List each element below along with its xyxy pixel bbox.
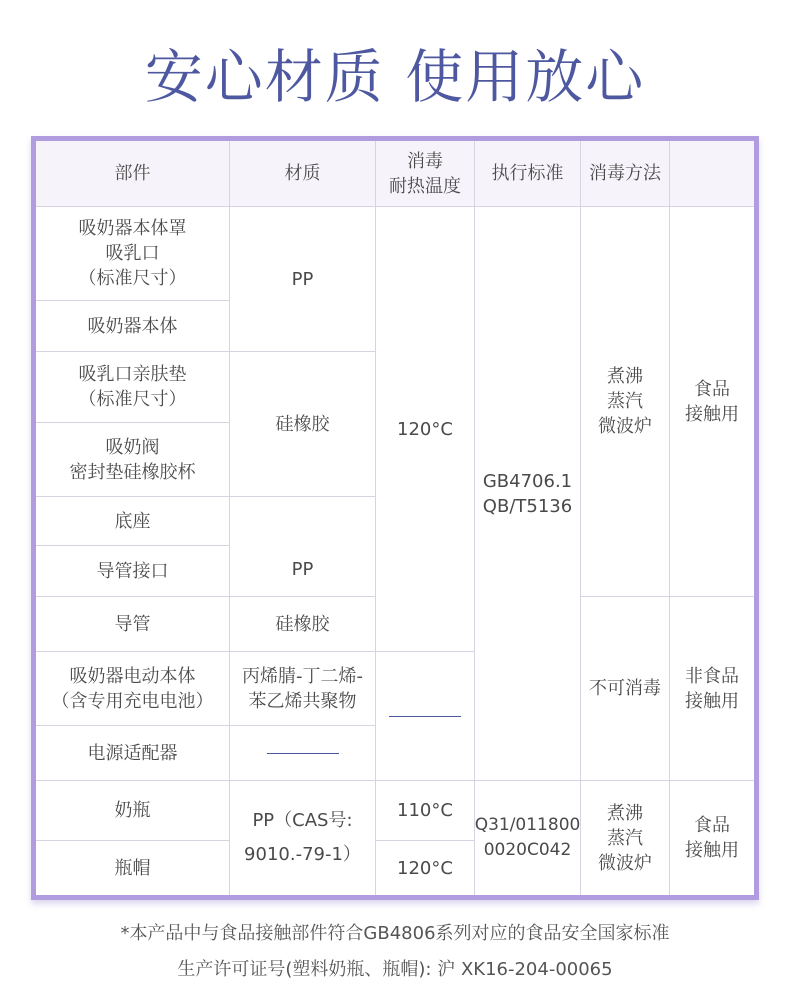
usage-cell: 非食品 接触用 bbox=[670, 597, 754, 781]
material-cell: PP（CAS号: 9010.-79-1） bbox=[230, 781, 376, 895]
food-standard-note: *本产品中与食品接触部件符合GB4806系列对应的食品安全国家标准 bbox=[120, 923, 670, 944]
header-standard: 执行标准 bbox=[475, 141, 581, 207]
usage-cell: 食品 接触用 bbox=[670, 207, 754, 597]
material-cell: PP bbox=[230, 207, 376, 352]
part-cell: 导管接口 bbox=[36, 546, 230, 597]
materials-table bbox=[31, 136, 759, 900]
temp-cell: 120°C bbox=[376, 207, 475, 652]
part-cell: 奶瓶 bbox=[36, 781, 230, 841]
material-dash-cell bbox=[230, 726, 376, 781]
part-cell: 底座 bbox=[36, 497, 230, 546]
method-cell: 煮沸 蒸汽 微波炉 bbox=[581, 781, 670, 895]
usage-cell: 食品 接触用 bbox=[670, 781, 754, 895]
part-cell: 电源适配器 bbox=[36, 726, 230, 781]
material-cell: 丙烯腈-丁二烯- 苯乙烯共聚物 bbox=[230, 652, 376, 726]
part-cell: 吸奶器电动本体 （含专用充电电池） bbox=[36, 652, 230, 726]
temp-cell: 120°C bbox=[376, 841, 475, 895]
empty-dash bbox=[267, 753, 339, 754]
material-cell: 硅橡胶 bbox=[230, 597, 376, 652]
production-license: 生产许可证号(塑料奶瓶、瓶帽): 沪 XK16-204-00065 bbox=[177, 959, 613, 980]
part-cell: 导管 bbox=[36, 597, 230, 652]
material-cell: 硅橡胶 bbox=[230, 352, 376, 497]
temp-dash-cell bbox=[376, 652, 475, 781]
part-cell: 吸奶器本体 bbox=[36, 301, 230, 352]
method-cell: 煮沸 蒸汽 微波炉 bbox=[581, 207, 670, 597]
method-cell: 不可消毒 bbox=[581, 597, 670, 781]
part-cell: 吸奶器本体罩 吸乳口 （标准尺寸） bbox=[36, 207, 230, 301]
standard-cell: Q31/011800 0020C042 bbox=[475, 781, 581, 895]
header-method: 消毒方法 bbox=[581, 141, 670, 207]
part-cell: 瓶帽 bbox=[36, 841, 230, 895]
part-cell: 吸乳口亲肤垫 （标准尺寸） bbox=[36, 352, 230, 423]
empty-dash bbox=[389, 716, 461, 717]
standard-cell: GB4706.1 QB/T5136 bbox=[475, 207, 581, 781]
temp-cell: 110°C bbox=[376, 781, 475, 841]
header-usage bbox=[670, 141, 754, 207]
page-title: 安心材质 使用放心 bbox=[144, 43, 646, 111]
header-material: 材质 bbox=[230, 141, 376, 207]
header-part: 部件 bbox=[36, 141, 230, 207]
header-temp: 消毒 耐热温度 bbox=[376, 141, 475, 207]
part-cell: 吸奶阀 密封垫硅橡胶杯 bbox=[36, 423, 230, 497]
material-cell: PP bbox=[230, 497, 376, 597]
